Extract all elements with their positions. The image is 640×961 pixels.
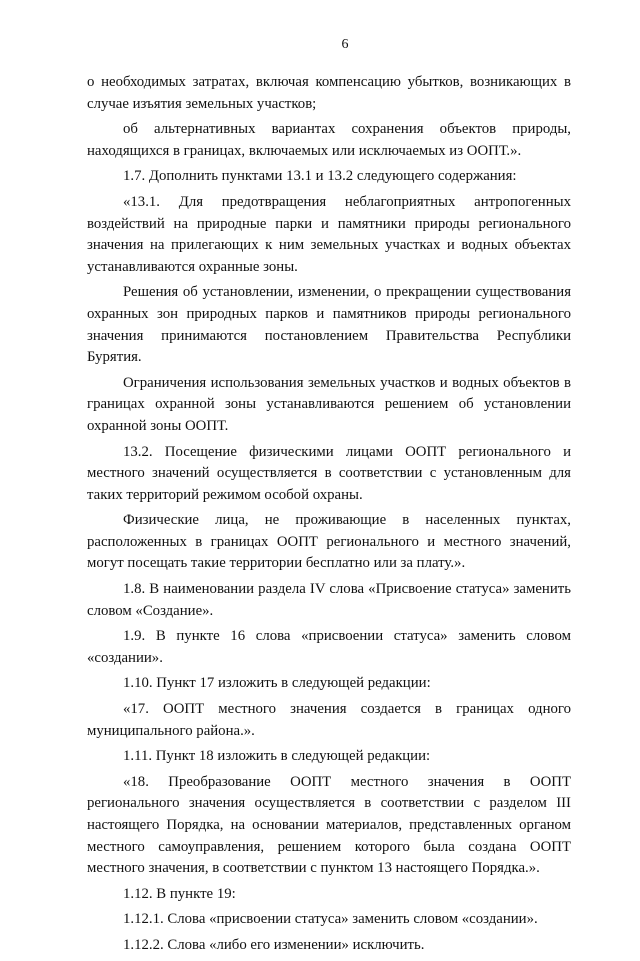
page-number: 6: [341, 37, 349, 52]
document-body: [87, 72, 571, 961]
paragraph-13-1: «13.1. Для предотвращения неблагоприятных антропогенных воздействий на природные парки и памятники природы регионального значения на прилегающих к ним земельных участках и водных объектах устанавливаются охранные зоны.: [87, 193, 571, 275]
paragraph-1-12: 1.12. В пункте 19:: [123, 885, 236, 902]
paragraph-1-7: 1.7. Дополнить пунктами 13.1 и 13.2 следующего содержания:: [123, 168, 517, 185]
paragraph-zone-restrictions: Ограничения использования земельных участков и водных объектов в границах охранной зоны устанавливаются решением об установлении охранной зоны ООПТ.: [87, 374, 571, 434]
paragraph-costs: о необходимых затратах, включая компенсацию убытков, возникающих в случае изъятия земельных участков;: [87, 74, 571, 112]
paragraph-1-10: 1.10. Пункт 17 изложить в следующей редакции:: [123, 675, 431, 692]
paragraph-1-8: 1.8. В наименовании раздела IV слова «Присвоение статуса» заменить словом «Создание».: [87, 581, 571, 619]
paragraph-alternatives: об альтернативных вариантах сохранения объектов природы, находящихся в границах, включаемых или исключаемых из ООПТ.».: [87, 121, 571, 159]
paragraph-17: «17. ООПТ местного значения создается в границах одного муниципального района.».: [87, 701, 571, 739]
paragraph-visitors: Физические лица, не проживающие в населенных пунктах, расположенных в границах ООПТ регионального и местного значений, могут посещать такие территории бесплатно или за плату.».: [87, 512, 571, 572]
paragraph-13-2: 13.2. Посещение физическими лицами ООПТ регионального и местного значений осуществляется в соответствии с установленным для таких территорий режимом особой охраны.: [87, 443, 571, 503]
paragraph-18: «18. Преобразование ООПТ местного значения в ООПТ регионального значения осуществляется в соответствии с разделом III настоящего Порядка, на основании материалов, представленных органом местного самоуправления, решением которого была создана ООПТ местного значения, в соответствии с пунктом 13 настоящего Порядка.».: [87, 773, 571, 877]
paragraph-zone-decisions: Решения об установлении, изменении, о прекращении существования охранных зон природных парков и памятников природы регионального значения принимаются постановлением Правительства Республики Бурятия.: [87, 284, 571, 366]
paragraph-1-9: 1.9. В пункте 16 слова «присвоении статуса» заменить словом «создании».: [87, 628, 571, 666]
paragraph-1-11: 1.11. Пункт 18 изложить в следующей редакции:: [123, 748, 431, 765]
paragraph-1-12-2: 1.12.2. Слова «либо его изменении» исключить.: [123, 936, 425, 953]
paragraph-1-12-1: 1.12.1. Слова «присвоении статуса» заменить словом «создании».: [123, 911, 538, 928]
